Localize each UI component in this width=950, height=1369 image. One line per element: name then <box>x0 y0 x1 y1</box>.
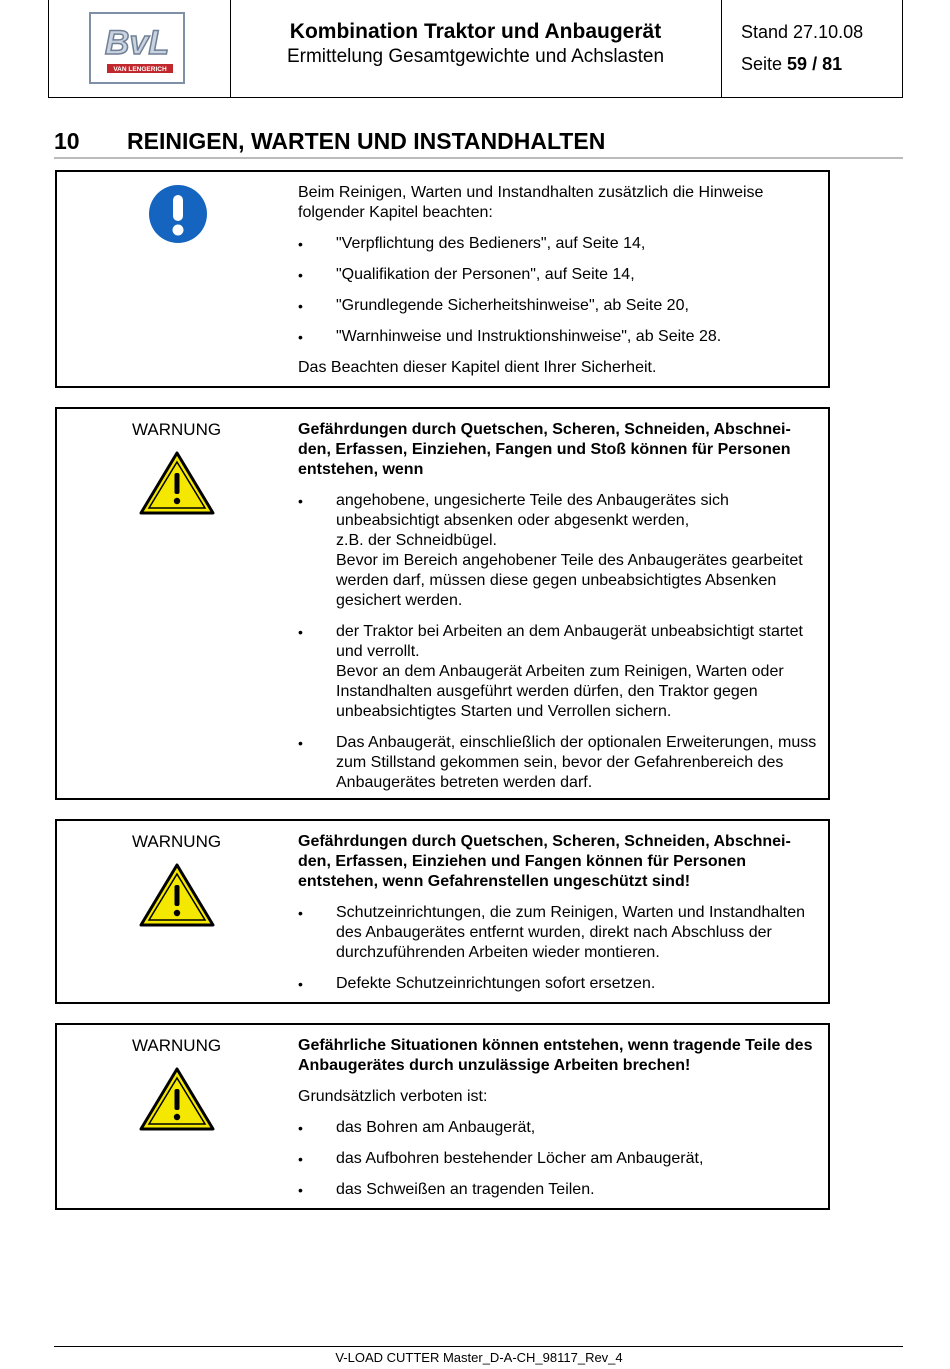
list-item-line: Bevor an dem Anbaugerät Arbeiten zum Reinigen, Warten oder Instandhalten ausgeführt werden dürfen, den Traktor gegen unbeabsichtigtes Starten und Verrollen sichern. <box>336 663 784 720</box>
list-item: • "Grundlegende Sicherheitshinweise", ab Seite 20, <box>298 296 822 316</box>
list-item <box>298 1118 822 1138</box>
page-number <box>741 54 842 75</box>
warning-text <box>298 832 822 1005</box>
section-number: 10 <box>54 128 80 154</box>
warning-heading: Gefährdungen durch Quetschen, Scheren, Schneiden, Abschnei-den, Erfassen, Einziehen und Fangen können für Personen entstehen, wenn Gefahrenstellen ungeschützt sind! <box>298 833 791 890</box>
list-item: • "Qualifikation der Personen", auf Seite 14, <box>298 265 822 285</box>
list-item-line: • Schutzeinrichtungen, die zum Reinigen, Warten und Instandhalten des Anbaugerätes entfernt wurden, direkt nach Abschluss der durchzuführenden Arbeiten wieder montieren. <box>336 904 806 961</box>
list-item <box>298 1149 822 1169</box>
warning-heading: Gefährliche Situationen können entstehen, wenn tragende Teile des Anbaugerätes durch unzulässige Arbeiten brechen! <box>298 1037 813 1074</box>
notice-text <box>298 183 822 389</box>
stand-date: Stand 27.10.08 <box>741 22 864 42</box>
info-exclamation-icon <box>148 184 208 244</box>
list-item <box>298 622 822 722</box>
warning-label: WARNUNG <box>132 1036 222 1055</box>
list-item <box>298 974 822 994</box>
list-item-line: • das Schweißen an tragenden Teilen. <box>336 1181 595 1198</box>
list-item: • "Warnhinweise und Instruktionshinweise", ab Seite 28. <box>298 327 822 347</box>
title-cell <box>230 0 722 97</box>
warning-text <box>298 1036 822 1211</box>
warning-text <box>298 420 822 804</box>
meta-cell <box>721 0 902 97</box>
section-title: REINIGEN, WARTEN UND INSTANDHALTEN <box>127 128 606 154</box>
page-current: 59 <box>787 54 808 74</box>
svg-text:VAN LENGERICH: VAN LENGERICH <box>113 66 167 73</box>
warning-list <box>298 1118 822 1200</box>
notice-box <box>55 170 830 388</box>
logo-cell <box>49 0 231 97</box>
page-sep: / <box>812 54 818 74</box>
warning-intro: Grundsätzlich verboten ist: <box>298 1088 488 1105</box>
doc-subtitle: Ermittelung Gesamtgewichte und Achslasten <box>286 46 665 67</box>
list-item <box>298 1180 822 1200</box>
notice-outro: Das Beachten dieser Kapitel dient Ihrer Sicherheit. <box>298 359 657 376</box>
list-item <box>298 733 822 793</box>
list-item-line: Bevor im Bereich angehobener Teile des Anbaugerätes gearbeitet werden darf, müssen diese gegen unbeabsichtigtes Absenken gesichert werden. <box>336 552 803 609</box>
list-item <box>298 903 822 963</box>
warning-heading: Gefährdungen durch Quetschen, Scheren, Schneiden, Abschnei-den, Erfassen, Einziehen, Fangen und Stoß können für Personen entstehen, wenn <box>298 421 791 478</box>
notice-intro: Beim Reinigen, Warten und Instandhalten zusätzlich die Hinweise folgender Kapitel beachten: <box>298 184 764 221</box>
notice-list <box>298 234 822 347</box>
footer-rule <box>54 1346 903 1347</box>
svg-text:BvL: BvL <box>104 24 170 62</box>
warning-box-2 <box>55 819 830 1004</box>
list-item <box>298 491 822 611</box>
warning-triangle-icon <box>139 451 215 515</box>
list-item-line: z.B. der Schneidbügel. <box>336 532 497 549</box>
page-footer: V-LOAD CUTTER Master_D-A-CH_98117_Rev_4 <box>335 1350 623 1365</box>
list-item-line: • das Aufbohren bestehender Löcher am Anbaugerät, <box>336 1150 704 1167</box>
warning-label: WARNUNG <box>132 420 222 439</box>
warning-list <box>298 491 822 793</box>
bvl-logo <box>89 12 185 84</box>
page-label: Seite <box>741 54 783 74</box>
section-rule <box>54 157 903 159</box>
warning-box-1 <box>55 407 830 800</box>
doc-title: Kombination Traktor und Anbaugerät <box>289 20 662 43</box>
list-item: • "Verpflichtung des Bedieners", auf Seite 14, <box>298 234 822 254</box>
list-item-line: • angehobene, ungesicherte Teile des Anbaugerätes sich unbeabsichtigt absenken oder abgesenkt werden, <box>336 492 729 529</box>
warning-triangle-icon <box>139 1067 215 1131</box>
warning-box-3 <box>55 1023 830 1210</box>
warning-list <box>298 903 822 994</box>
list-item-line: • Das Anbaugerät, einschließlich der optionalen Erweiterungen, muss zum Stillstand gekommen sein, bevor der Gefahrenbereich des Anbaugerätes betreten werden darf. <box>336 734 817 791</box>
page-total: 81 <box>822 54 843 74</box>
warning-triangle-icon <box>139 863 215 927</box>
page-header <box>48 0 903 98</box>
list-item-line: • das Bohren am Anbaugerät, <box>336 1119 536 1136</box>
list-item-line: • der Traktor bei Arbeiten an dem Anbaugerät unbeabsichtigt startet und verrollt. <box>336 623 803 660</box>
warning-label: WARNUNG <box>132 832 222 851</box>
list-item-line: • Defekte Schutzeinrichtungen sofort ersetzen. <box>336 975 656 992</box>
